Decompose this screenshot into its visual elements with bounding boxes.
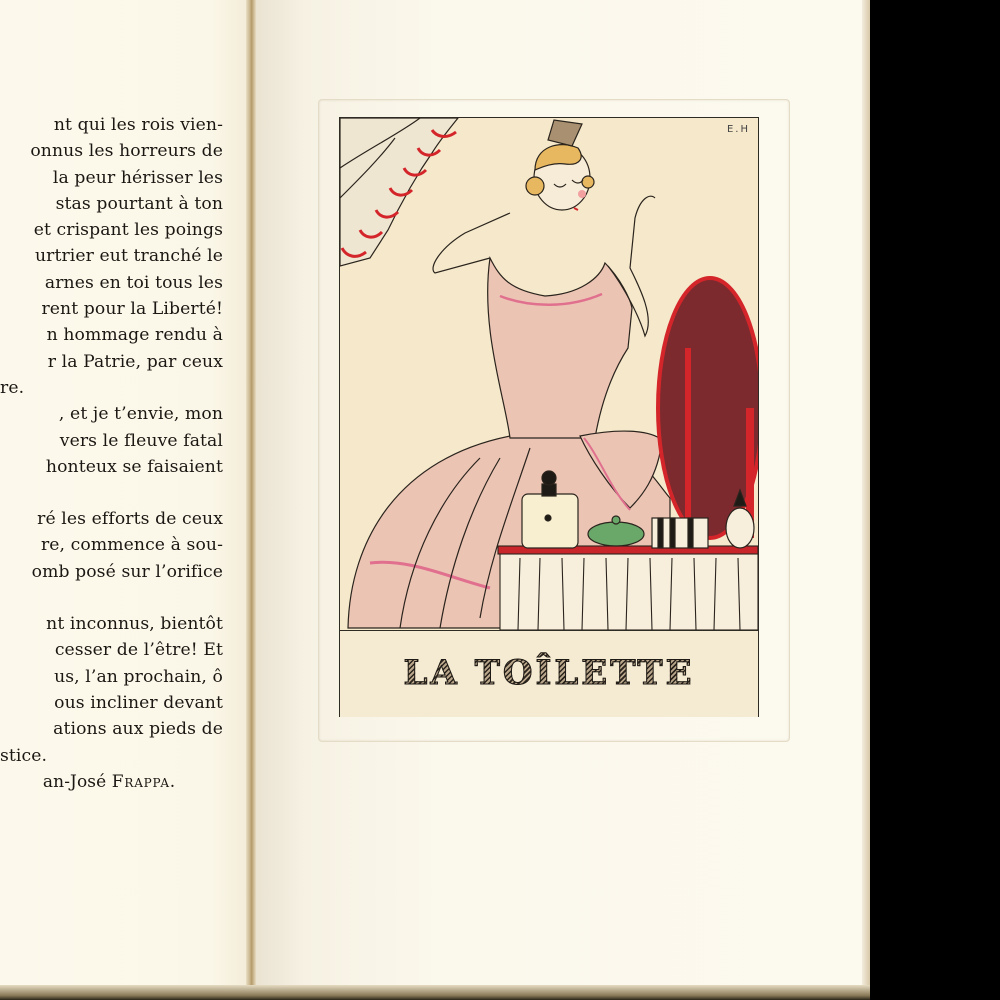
body-text [0, 112, 223, 795]
la-toilette-illustration [340, 118, 758, 630]
author-signature: an-José Frappa. [42, 771, 176, 792]
text-line: ous incliner devant [54, 692, 223, 713]
book-gutter [246, 0, 256, 1000]
text-line: us, l’an prochain, ô [54, 666, 223, 687]
striped-box-icon [652, 518, 708, 548]
text-line: r la Patrie, par ceux [47, 351, 223, 372]
text-line: honteux se faisaient [45, 456, 223, 477]
text-line: nt qui les rois vien- [53, 115, 223, 135]
text-line: urtrier eut tranché le [34, 246, 223, 267]
page-edge [862, 0, 870, 1000]
author-name: Frappa. [111, 771, 176, 792]
text-line: la peur hérisser les [52, 167, 223, 188]
curtain-icon [340, 118, 458, 266]
text-line: et crispant les poings [33, 220, 223, 241]
text-line: onnus les horreurs de [30, 141, 223, 162]
text-line: stas pourtant à ton [55, 193, 223, 214]
text-line: n hommage rendu à [46, 325, 223, 346]
dressing-table-icon [498, 546, 758, 630]
text-line: omb posé sur l’orifice [31, 561, 223, 582]
text-line: vers le fleuve fatal [59, 430, 223, 451]
text-line: nt inconnus, bientôt [46, 614, 223, 635]
text-line: ations aux pieds de [53, 719, 223, 740]
paragraph-gap [0, 480, 223, 506]
text-line: re. [0, 377, 25, 398]
text-line: rent pour la Liberté! [41, 299, 223, 320]
text-line: arnes en toi tous les [44, 272, 223, 293]
text-line: stice. [0, 745, 48, 766]
text-line: cesser de l’être! Et [54, 640, 223, 661]
illustration-plate [339, 117, 759, 717]
artist-initials: E.H [726, 124, 750, 135]
plate-caption: LA TOÎLETTE [340, 653, 758, 693]
text-line: , et je t’envie, mon [58, 404, 223, 425]
text-line: ré les efforts de ceux [37, 509, 223, 530]
paragraph-gap [0, 585, 223, 611]
text-line: re, commence à sou- [40, 535, 223, 556]
left-page [0, 0, 248, 990]
caption-panel [340, 630, 758, 717]
book-bottom-edge [0, 985, 870, 1000]
